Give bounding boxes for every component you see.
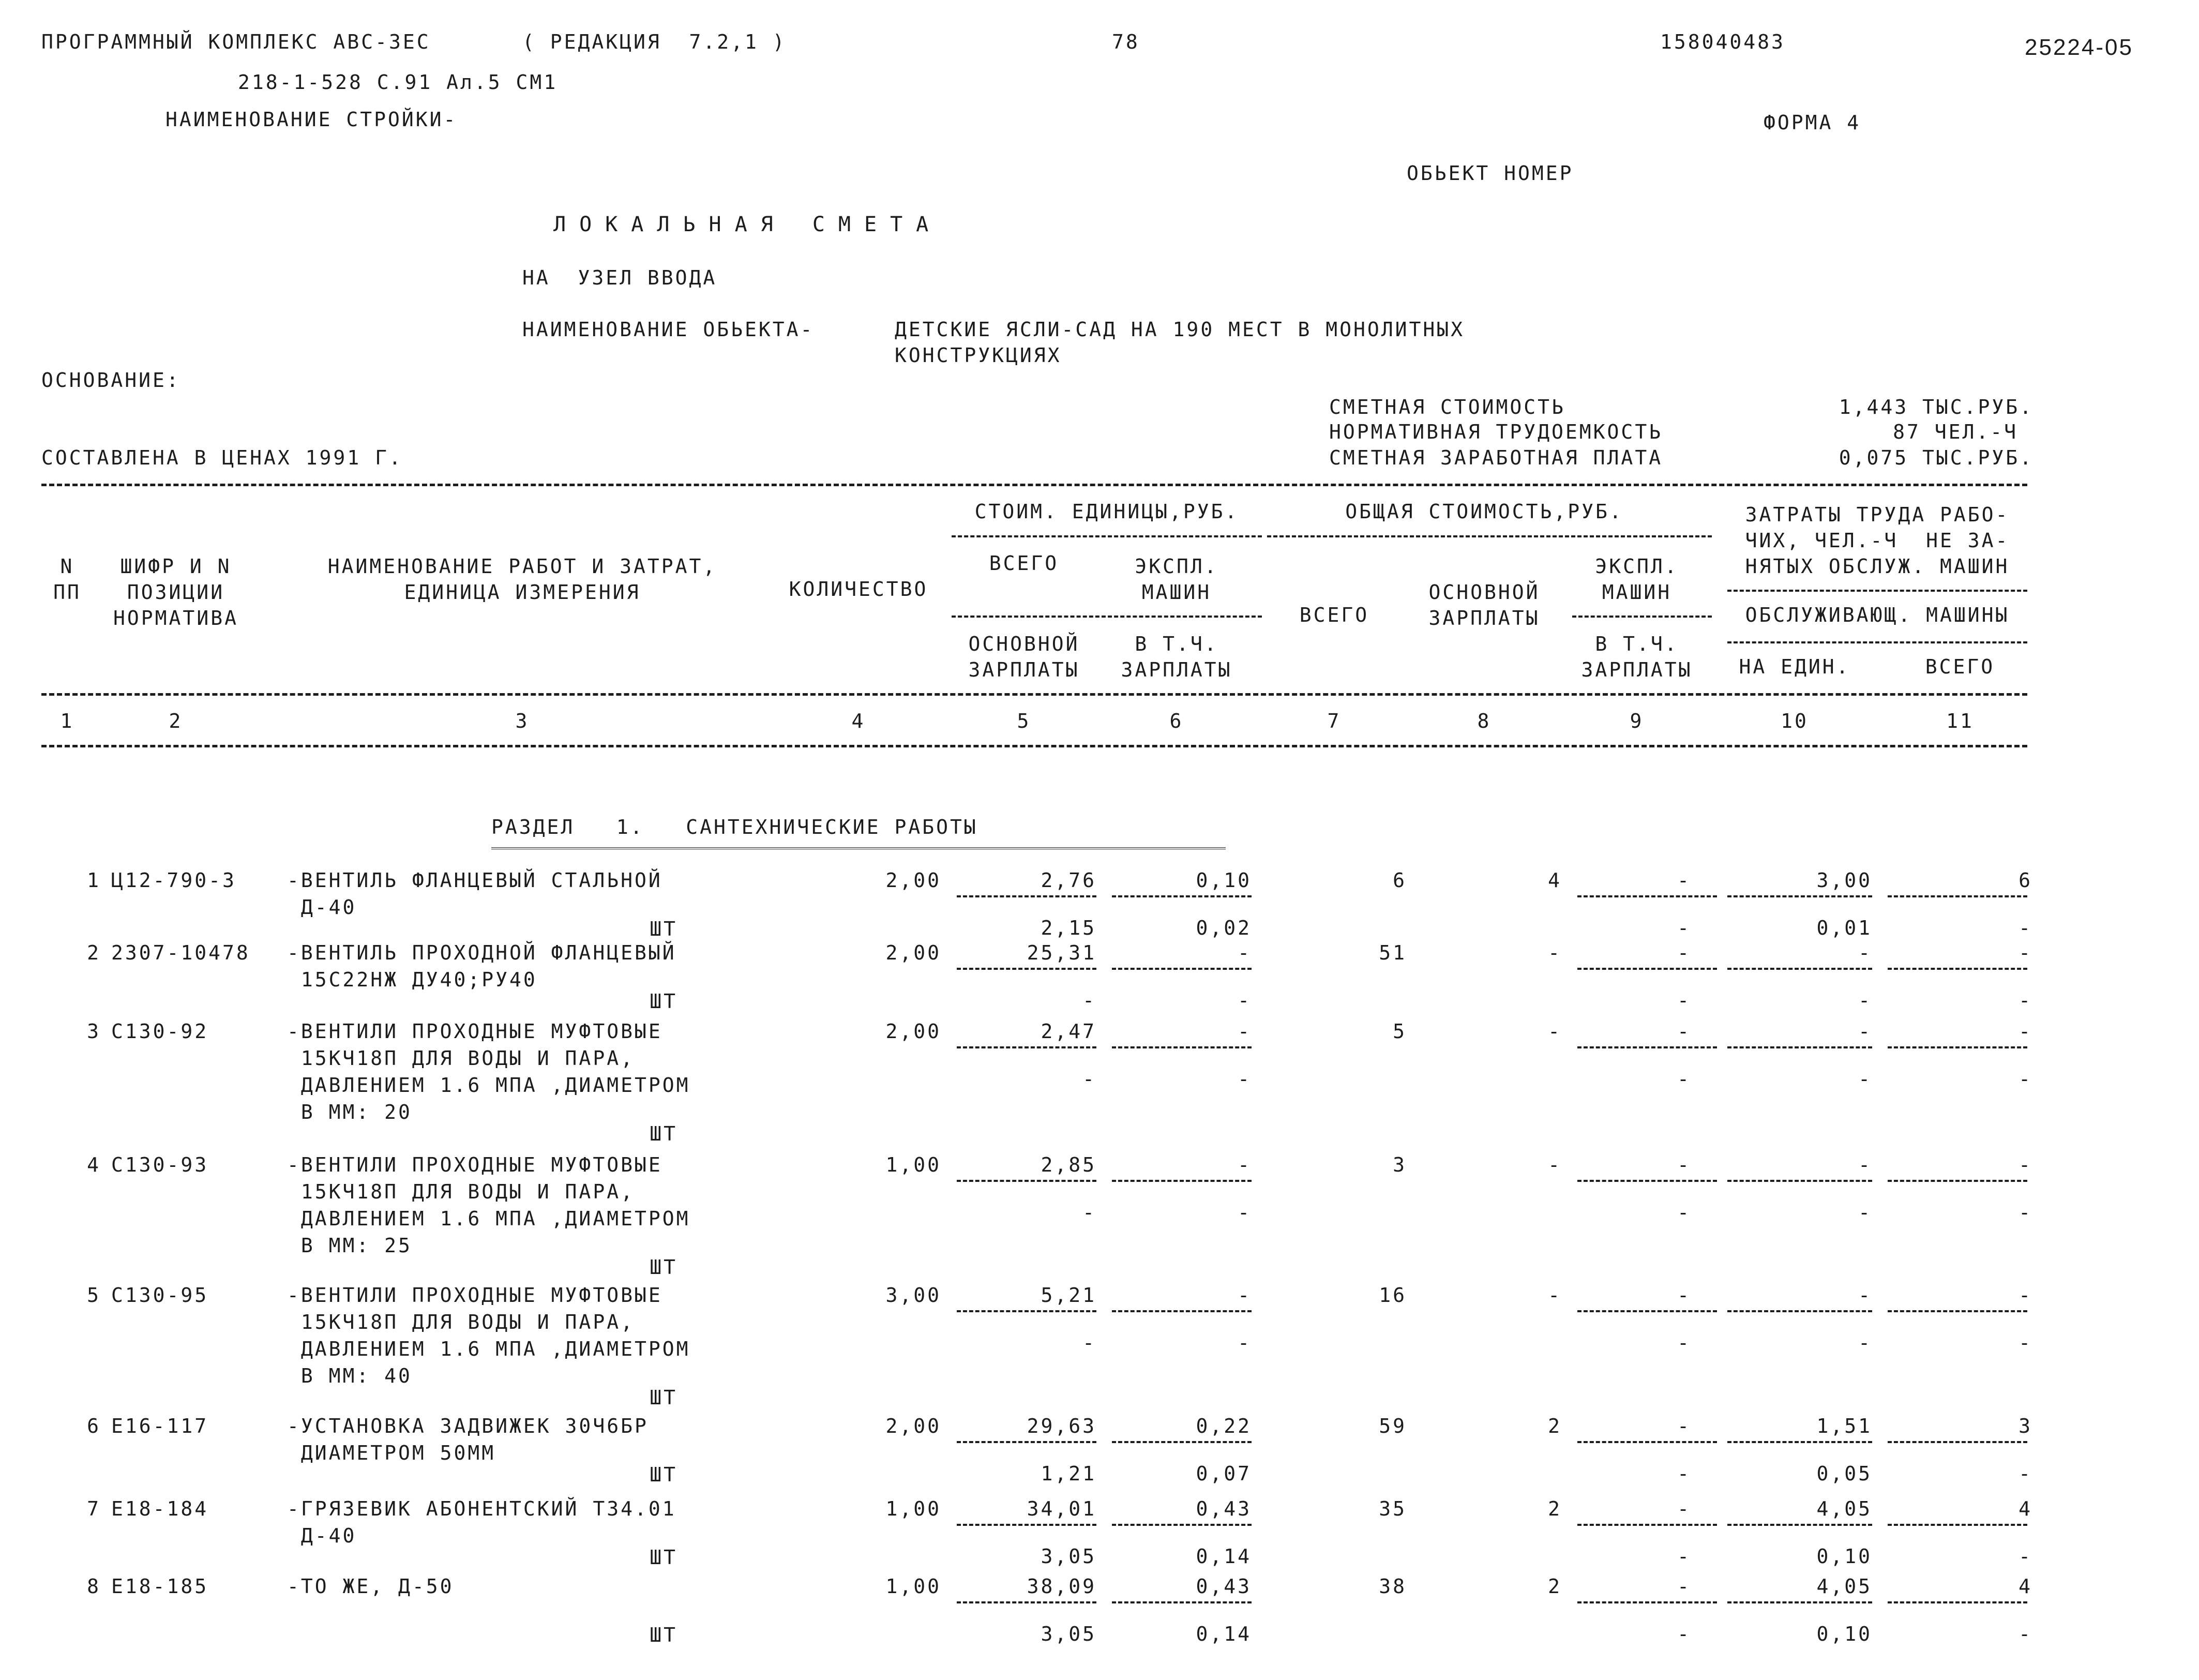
header-total-cost-group: ОБЩАЯ СТОИМОСТЬ,РУБ. [1345,500,1623,523]
row-separator [1727,1046,1872,1048]
summary-value-cost: 1,443 ТЫС.РУБ. [1839,396,2034,418]
row-quantity: 2,00 [885,869,941,892]
row-unit-cost-total: 2,85 [1041,1153,1096,1176]
row-labor-service-total: - [2019,1623,2032,1645]
row-unit-cost-machines: 0,43 [1196,1497,1252,1520]
row-unit: ШТ [650,990,677,1013]
row-name-line: ДАВЛЕНИЕМ 1.6 МПА ,ДИАМЕТРОМ [287,1074,690,1097]
row-labor-per-unit: - [1858,941,1872,964]
row-quantity: 2,00 [885,1415,941,1437]
row-labor-service-per-unit: - [1858,989,1872,1012]
row-unit-cost-machine-wage: 0,14 [1196,1623,1252,1645]
row-name-line: 15КЧ18П ДЛЯ ВОДЫ И ПАРА, [287,1180,635,1203]
row-total-wage: 2 [1548,1497,1562,1520]
row-unit: ШТ [650,1546,677,1569]
header-col-4: КОЛИЧЕСТВО [789,578,928,601]
row-unit-cost-machine-wage: - [1238,989,1252,1012]
row-unit-cost-machines: - [1238,1153,1252,1176]
object-name-line1: ДЕТСКИЕ ЯСЛИ-САД НА 190 МЕСТ В МОНОЛИТНЫХ [895,318,1465,341]
row-unit-cost-wage: - [1082,1201,1096,1224]
row-separator [1577,895,1717,897]
row-labor-per-unit: - [1858,1153,1872,1176]
document-code: 158040483 [1660,31,1785,53]
row-total-machine-wage: - [1677,1201,1691,1224]
row-unit-cost-wage: 1,21 [1041,1462,1096,1485]
column-number: 11 [1946,710,1974,732]
row-name-line: В ММ: 40 [287,1364,412,1387]
row-unit: ШТ [650,918,677,940]
row-name-line: В ММ: 25 [287,1234,412,1257]
row-labor-total: 4 [2019,1575,2032,1598]
row-name-line: Д-40 [287,1524,357,1547]
row-unit-cost-machines: 0,10 [1196,869,1252,892]
row-total-cost: 3 [1393,1153,1407,1176]
row-name-line: Д-40 [287,896,357,919]
row-separator [1112,895,1252,897]
summary-label-wage: СМЕТНАЯ ЗАРАБОТНАЯ ПЛАТА [1329,446,1663,469]
row-unit-cost-total: 5,21 [1041,1284,1096,1307]
row-unit-cost-machines: - [1238,941,1252,964]
column-number: 4 [851,710,866,732]
header-col-3: НАИМЕНОВАНИЕ РАБОТ И ЗАТРАТ, ЕДИНИЦА ИЗМЕРЕНИЯ [327,555,717,604]
row-labor-service-per-unit: - [1858,1331,1872,1354]
row-separator [1888,1310,2027,1312]
section-title: РАЗДЕЛ 1. САНТЕХНИЧЕСКИЕ РАБОТЫ [491,816,978,838]
row-labor-service-total: - [2019,917,2032,939]
row-labor-service-total: - [2019,1545,2032,1568]
row-separator [1888,1046,2027,1048]
row-labor-service-total: - [2019,1331,2032,1354]
object-name-label: НАИМЕНОВАНИЕ ОБЬЕКТА- [522,318,815,341]
row-labor-per-unit: 3,00 [1816,869,1872,892]
row-total-machine-wage: - [1677,1331,1691,1354]
header-col-11: ВСЕГО [1925,655,1995,678]
column-number: 1 [60,710,74,732]
row-separator [1577,1601,1717,1603]
row-separator [957,1601,1096,1603]
column-number: 6 [1169,710,1184,732]
row-unit-cost-machines: 0,22 [1196,1415,1252,1437]
row-name-line: 15КЧ18П ДЛЯ ВОДЫ И ПАРА, [287,1311,635,1333]
row-separator [1112,1046,1252,1048]
row-separator [1727,1180,1872,1182]
page-number: 78 [1112,31,1140,53]
row-unit-cost-wage: - [1082,989,1096,1012]
row-labor-service-per-unit: - [1858,1068,1872,1090]
row-quantity: 2,00 [885,1020,941,1043]
row-separator [1577,968,1717,970]
row-unit: ШТ [650,1256,677,1279]
row-total-cost: 16 [1379,1284,1407,1307]
header-bottom-rule [41,693,2027,696]
row-labor-service-total: - [2019,1201,2032,1224]
row-labor-total: 4 [2019,1497,2032,1520]
row-separator [957,968,1096,970]
row-name-line: -ВЕНТИЛИ ПРОХОДНЫЕ МУФТОВЫЕ [287,1284,662,1307]
row-separator [1577,1524,1717,1526]
row-separator [1888,1524,2027,1526]
handwritten-number: 25224-05 [2025,35,2133,60]
row-number: 2 [87,941,101,964]
row-unit: ШТ [650,1463,677,1486]
doc-reference: 218-1-528 С.91 Ал.5 СМ1 [238,71,558,94]
row-code: Е18-185 [111,1575,209,1598]
row-labor-total: - [2019,1284,2032,1307]
row-total-cost: 6 [1393,869,1407,892]
row-total-machines: - [1677,1497,1691,1520]
row-name-line: -ВЕНТИЛИ ПРОХОДНЫЕ МУФТОВЫЕ [287,1153,662,1176]
row-code: 2307-10478 [111,941,250,964]
row-total-machines: - [1677,1284,1691,1307]
row-labor-service-per-unit: 0,05 [1816,1462,1872,1485]
row-unit-cost-total: 2,76 [1041,869,1096,892]
summary-label-cost: СМЕТНАЯ СТОИМОСТЬ [1329,396,1565,418]
row-labor-service-total: - [2019,989,2032,1012]
object-number-label: ОБЬЕКТ НОМЕР [1407,162,1574,185]
row-unit-cost-machine-wage: 0,07 [1196,1462,1252,1485]
row-separator [957,1524,1096,1526]
row-labor-total: - [2019,941,2032,964]
row-quantity: 1,00 [885,1575,941,1598]
row-unit-cost-total: 2,47 [1041,1020,1096,1043]
row-unit-cost-total: 34,01 [1027,1497,1096,1520]
row-unit-cost-wage: - [1082,1331,1096,1354]
table-top-rule [41,484,2027,486]
row-name-line: -ВЕНТИЛЬ ФЛАНЦЕВЫЙ СТАЛЬНОЙ [287,869,662,892]
header-rule-unit-cost-mid [952,616,1262,618]
summary-value-labor: 87 ЧЕЛ.-Ч [1893,421,2018,443]
row-total-wage: - [1548,1020,1562,1043]
row-number: 3 [87,1020,101,1043]
row-labor-service-per-unit: 0,10 [1816,1545,1872,1568]
row-separator [1112,1601,1252,1603]
row-quantity: 2,00 [885,941,941,964]
row-code: Ц12-790-3 [111,869,236,892]
row-separator [1888,895,2027,897]
row-number: 8 [87,1575,101,1598]
column-number: 9 [1630,710,1644,732]
row-total-wage: - [1548,941,1562,964]
row-total-wage: 4 [1548,869,1562,892]
row-name-line: -ВЕНТИЛЬ ПРОХОДНОЙ ФЛАНЦЕВЫЙ [287,941,676,964]
row-labor-per-unit: - [1858,1284,1872,1307]
edition: ( РЕДАКЦИЯ 7.2,1 ) [522,31,787,53]
row-total-cost: 51 [1379,941,1407,964]
row-total-machines: - [1677,941,1691,964]
row-total-machine-wage: - [1677,989,1691,1012]
header-unit-cost-group: СТОИМ. ЕДИНИЦЫ,РУБ. [974,500,1239,523]
row-total-machine-wage: - [1677,1462,1691,1485]
header-col-10: НА ЕДИН. [1739,655,1850,678]
row-name-line: -ГРЯЗЕВИК АБОНЕНТСКИЙ Т34.01 [287,1497,676,1520]
row-separator [1888,1180,2027,1182]
row-labor-service-per-unit: - [1858,1201,1872,1224]
row-separator [957,1441,1096,1443]
row-code: С130-93 [111,1153,209,1176]
row-separator [1727,968,1872,970]
row-separator [1112,1441,1252,1443]
row-unit-cost-total: 25,31 [1027,941,1096,964]
row-labor-service-total: - [2019,1068,2032,1090]
row-separator [957,1310,1096,1312]
header-rule-col-9 [1572,616,1712,618]
row-code: С130-95 [111,1284,209,1307]
row-total-cost: 5 [1393,1020,1407,1043]
row-unit-cost-machine-wage: - [1238,1068,1252,1090]
row-unit: ШТ [650,1122,677,1145]
row-total-machine-wage: - [1677,1545,1691,1568]
row-separator [1112,1180,1252,1182]
prices-note: СОСТАВЛЕНА В ЦЕНАХ 1991 Г. [41,446,403,469]
header-col-9-bottom: В Т.Ч. ЗАРПЛАТЫ [1581,633,1693,681]
header-rule-unit-cost [952,535,1262,537]
header-col-6-top: ЭКСПЛ. МАШИН [1135,555,1218,604]
row-separator [1888,968,2027,970]
page-title: ЛОКАЛЬНАЯ СМЕТА [553,213,942,236]
row-code: С130-92 [111,1020,209,1043]
row-separator [1577,1046,1717,1048]
row-separator [1577,1180,1717,1182]
page-subtitle: НА УЗЕЛ ВВОДА [522,266,717,289]
row-total-wage: - [1548,1153,1562,1176]
row-number: 7 [87,1497,101,1520]
row-unit-cost-machines: - [1238,1020,1252,1043]
header-col-9-top: ЭКСПЛ. МАШИН [1595,555,1679,604]
row-separator [1727,1524,1872,1526]
row-name-line: -УСТАНОВКА ЗАДВИЖЕК 30Ч6БР [287,1415,649,1437]
row-labor-per-unit: - [1858,1020,1872,1043]
row-unit-cost-machines: - [1238,1284,1252,1307]
column-number: 3 [515,710,530,732]
row-unit-cost-total: 38,09 [1027,1575,1096,1598]
row-total-cost: 35 [1379,1497,1407,1520]
row-separator [1577,1441,1717,1443]
header-rule-labor-sub [1727,641,2027,643]
row-total-machine-wage: - [1677,1068,1691,1090]
row-separator [957,895,1096,897]
header-col-2: ШИФР И N ПОЗИЦИИ НОРМАТИВА [113,555,238,629]
row-name-line: 15С22НЖ ДУ40;РУ40 [287,968,537,991]
row-unit: ШТ [650,1624,677,1646]
header-rule-total [1267,535,1712,537]
row-separator [1727,1441,1872,1443]
row-code: Е16-117 [111,1415,209,1437]
row-quantity: 3,00 [885,1284,941,1307]
row-total-machines: - [1677,1575,1691,1598]
row-labor-total: 3 [2019,1415,2032,1437]
column-number: 5 [1017,710,1031,732]
row-name-line: -ТО ЖЕ, Д-50 [287,1575,454,1598]
row-total-cost: 59 [1379,1415,1407,1437]
row-number: 4 [87,1153,101,1176]
row-number: 1 [87,869,101,892]
row-separator [1888,1601,2027,1603]
row-separator [1727,895,1872,897]
row-unit-cost-machine-wage: - [1238,1201,1252,1224]
row-name-line: ДИАМЕТРОМ 50ММ [287,1442,496,1464]
row-labor-service-per-unit: 0,10 [1816,1623,1872,1645]
row-separator [1112,968,1252,970]
row-labor-total: - [2019,1020,2032,1043]
row-number: 6 [87,1415,101,1437]
row-name-line: ДАВЛЕНИЕМ 1.6 МПА ,ДИАМЕТРОМ [287,1207,690,1230]
row-total-machines: - [1677,1153,1691,1176]
header-labor-group: ЗАТРАТЫ ТРУДА РАБО- ЧИХ, ЧЕЛ.-Ч НЕ ЗА- НЯТЫХ ОБСЛУЖ. МАШИН [1745,503,2010,578]
form-label: ФОРМА 4 [1764,111,1861,134]
row-unit-cost-wage: 3,05 [1041,1545,1096,1568]
row-total-machines: - [1677,1415,1691,1437]
row-total-wage: - [1548,1284,1562,1307]
row-total-machines: - [1677,869,1691,892]
summary-value-wage: 0,075 ТЫС.РУБ. [1839,446,2034,469]
row-separator [1727,1310,1872,1312]
row-unit-cost-wage: 3,05 [1041,1623,1096,1645]
row-labor-per-unit: 4,05 [1816,1497,1872,1520]
summary-label-labor: НОРМАТИВНАЯ ТРУДОЕМКОСТЬ [1329,421,1663,443]
row-labor-service-total: - [2019,1462,2032,1485]
construction-name-label: НАИМЕНОВАНИЕ СТРОЙКИ- [165,108,458,131]
row-total-wage: 2 [1548,1575,1562,1598]
column-numbers-rule [41,745,2027,747]
row-total-machine-wage: - [1677,917,1691,939]
object-name-line2: КОНСТРУКЦИЯХ [895,344,1062,367]
row-total-machine-wage: - [1677,1623,1691,1645]
program-name: ПРОГРАММНЫЙ КОМПЛЕКС АВС-3ЕС [41,31,431,53]
row-unit-cost-total: 29,63 [1027,1415,1096,1437]
row-separator [1888,1441,2027,1443]
header-col-5-top: ВСЕГО [989,552,1059,575]
row-total-wage: 2 [1548,1415,1562,1437]
row-code: Е18-184 [111,1497,209,1520]
basis-label: ОСНОВАНИЕ: [41,369,180,392]
row-labor-per-unit: 1,51 [1816,1415,1872,1437]
row-separator [1727,1601,1872,1603]
row-quantity: 1,00 [885,1153,941,1176]
header-rule-labor [1727,590,2027,592]
row-total-machines: - [1677,1020,1691,1043]
header-col-5-bottom: ОСНОВНОЙ ЗАРПЛАТЫ [968,633,1080,681]
row-unit-cost-machines: 0,43 [1196,1575,1252,1598]
row-unit-cost-wage: - [1082,1068,1096,1090]
header-labor-sub: ОБСЛУЖИВАЮЩ. МАШИНЫ [1745,604,2010,626]
row-unit: ШТ [650,1386,677,1409]
row-separator [1577,1310,1717,1312]
row-total-cost: 38 [1379,1575,1407,1598]
row-separator [957,1180,1096,1182]
row-separator [957,1046,1096,1048]
column-number: 7 [1327,710,1342,732]
row-quantity: 1,00 [885,1497,941,1520]
row-name-line: 15КЧ18П ДЛЯ ВОДЫ И ПАРА, [287,1047,635,1070]
header-col-1: N ПП [53,555,81,604]
row-name-line: В ММ: 20 [287,1101,412,1123]
header-col-8: ОСНОВНОЙ ЗАРПЛАТЫ [1428,581,1540,629]
row-name-line: -ВЕНТИЛИ ПРОХОДНЫЕ МУФТОВЫЕ [287,1020,662,1043]
row-name-line: ДАВЛЕНИЕМ 1.6 МПА ,ДИАМЕТРОМ [287,1338,690,1360]
column-number: 10 [1781,710,1809,732]
row-separator [1112,1524,1252,1526]
row-labor-service-per-unit: 0,01 [1816,917,1872,939]
header-col-6-bottom: В Т.Ч. ЗАРПЛАТЫ [1121,633,1232,681]
row-unit-cost-wage: 2,15 [1041,917,1096,939]
row-labor-per-unit: 4,05 [1816,1575,1872,1598]
section-underline [491,847,1226,851]
header-col-7: ВСЕГО [1299,604,1369,626]
row-unit-cost-machine-wage: 0,02 [1196,917,1252,939]
row-labor-total: - [2019,1153,2032,1176]
row-unit-cost-machine-wage: - [1238,1331,1252,1354]
column-number: 8 [1477,710,1492,732]
row-unit-cost-machine-wage: 0,14 [1196,1545,1252,1568]
row-labor-total: 6 [2019,869,2032,892]
row-number: 5 [87,1284,101,1307]
row-separator [1112,1310,1252,1312]
column-number: 2 [169,710,183,732]
